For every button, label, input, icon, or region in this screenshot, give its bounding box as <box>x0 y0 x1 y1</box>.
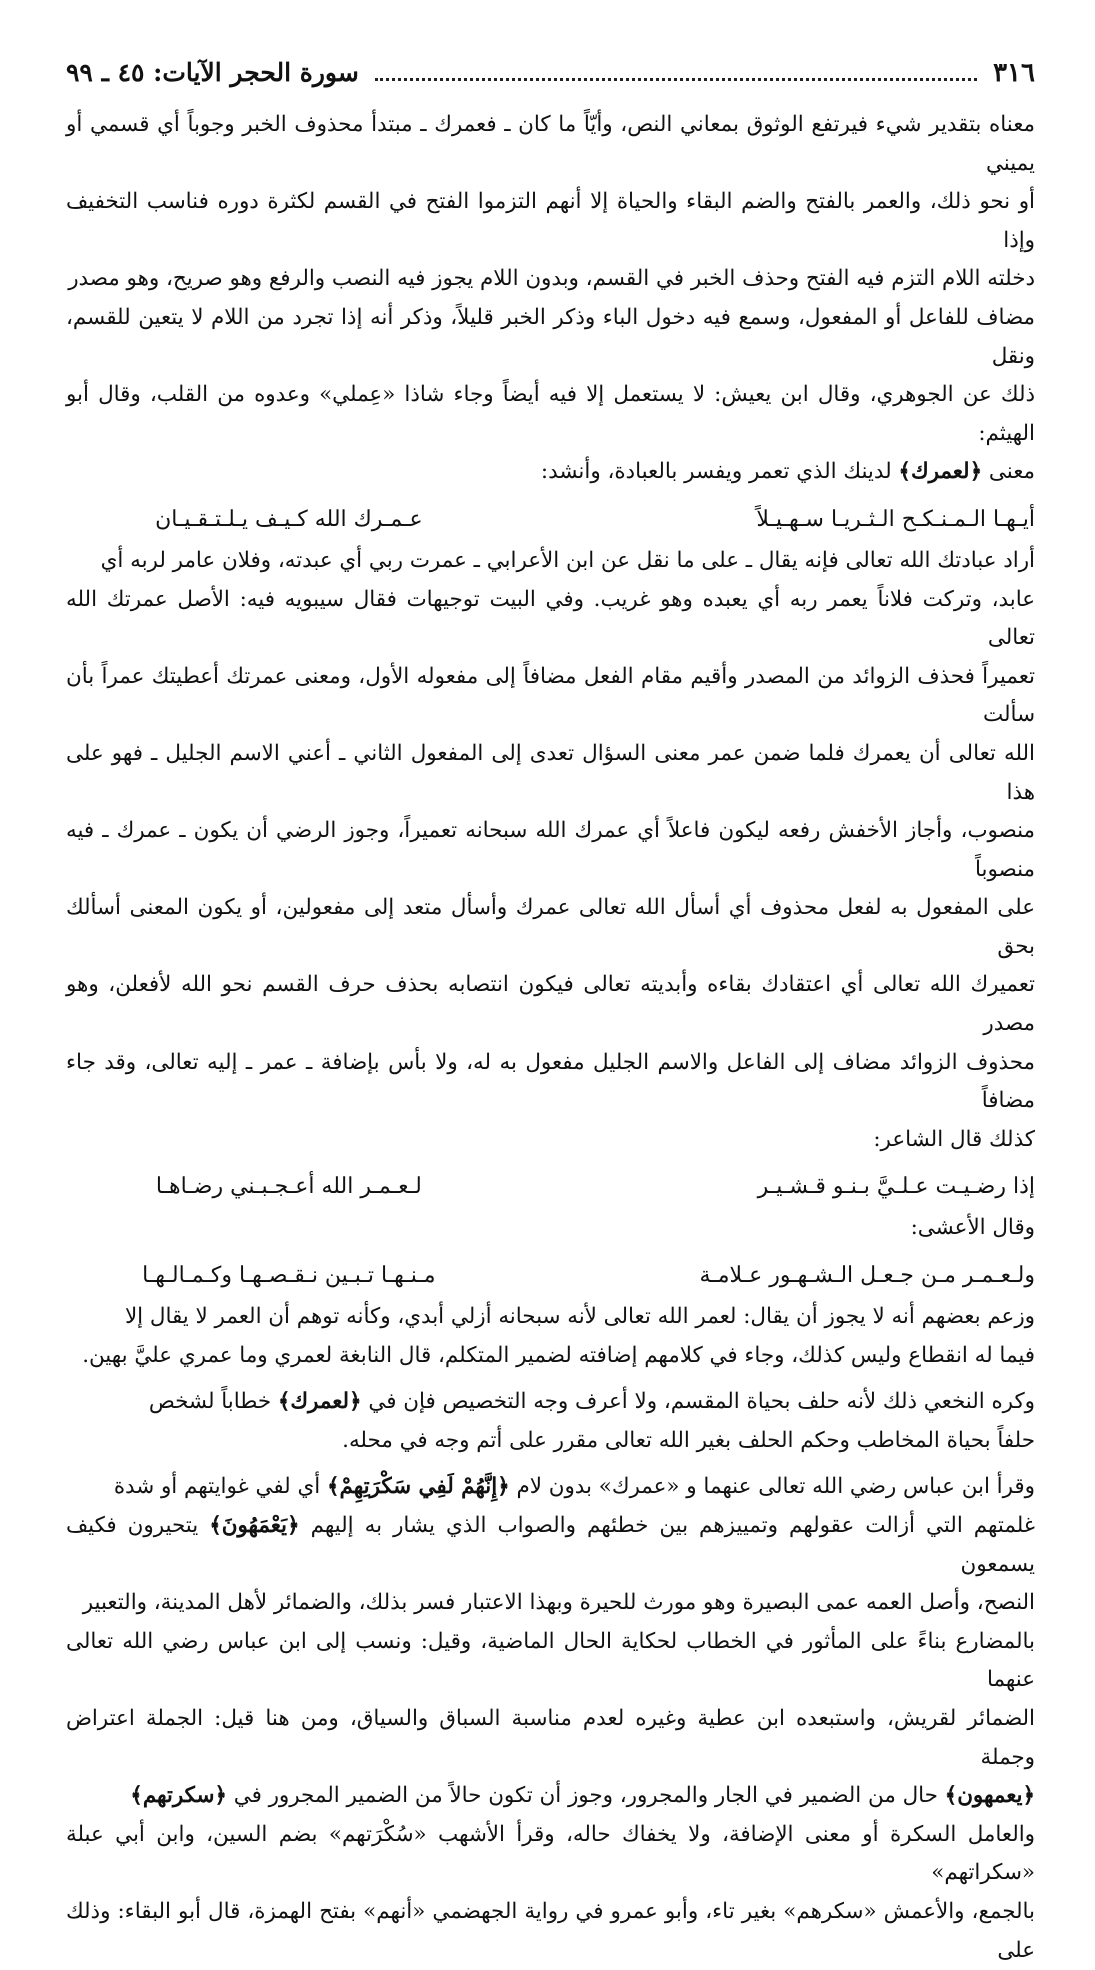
text-line: أو نحو ذلك، والعمر بالفتح والضم البقاء والحياة إلا أنهم التزموا الفتح في القسم لكثرة دوره فناسب التخفيف وإذا <box>66 189 1035 253</box>
verse-first-hemistich: إذا رضـيـت عـلـيَّ بـنـو قـشـيـر <box>757 1174 1035 1200</box>
text-line: الضمائر لقريش، واستبعده ابن عطية وغيره لعدم مناسبة السباق والسياق، ومن هنا قيل: الجملة اعتراض وجملة <box>66 1705 1035 1770</box>
text-run: يتحيرون فكيف يسمعون <box>66 1513 1035 1577</box>
text-line: والعامل السكرة أو معنى الإضافة، ولا يخفاك حاله، وقرأ الأشهب «سُكْرَتهم» بضم السين، وابن أبي عبلة «سكراتهم» <box>66 1821 1035 1886</box>
quran-quote: ﴿لعمرك﴾ <box>277 1389 362 1415</box>
quran-quote: ﴿إِنَّهُمْ لَفِي سَكْرَتِهِمْ﴾ <box>326 1474 510 1500</box>
text-line: وزعم بعضهم أنه لا يجوز أن يقال: لعمر الله تعالى لأنه سبحانه أزلي أبدي، وكأنه توهم أن العمر لا يقال إلا <box>124 1304 1035 1330</box>
text-run: وقرأ ابن عباس رضي الله تعالى عنهما و «عمرك» بدون لام <box>509 1474 1035 1500</box>
text-line: بالجمع، والأعمش «سكرهم» بغير تاء، وأبو عمرو في رواية الجهضمي «أنهم» بفتح الهمزة، قال أبو البقاء: وذلك على <box>66 1898 1035 1963</box>
poetry-verse-3 <box>66 1254 1035 1298</box>
text-line: مضاف للفاعل أو المفعول، وسمع فيه دخول الباء وذكر الخبر قليلاً، وذكر أنه إذا تجرد من اللام لا يتعين للقسم، ونقل <box>66 304 1035 369</box>
text-line: عابد، وتركت فلاناً يعمر ربه أي يعبده وهو غريب. وفي البيت توجيهات فقال سيبويه فيه: الأصل عمرتك الله تعالى <box>66 586 1035 651</box>
quran-quote: ﴿لعمرك﴾ <box>898 459 983 485</box>
verse-second-hemistich: لـعـمـر الله أعـجـبـني رضـاهـا <box>155 1174 422 1200</box>
verse-second-hemistich: عـمـرك الله كـيـف يـلـتـقـيـان <box>155 506 423 532</box>
verse-intro: وقال الأعشى: <box>910 1215 1035 1241</box>
text-line: دخلته اللام التزم فيه الفتح وحذف الخبر في القسم، وبدون اللام يجوز فيه النصب والرفع وهو صريح، وهو مصدر <box>68 266 1035 292</box>
text-line: محذوف الزوائد مضاف إلى الفاعل والاسم الجليل مفعول به له، ولا بأس بإضافة ـ عمر ـ إليه تعالى، وقد جاء مضافاً <box>66 1049 1035 1114</box>
header-dotted-leader <box>375 66 977 81</box>
text-line: منصوب، وأجاز الأخفش رفعه ليكون فاعلاً أي عمرك الله سبحانه تعميراً، وجوز الرضي أن يكون ـ عمرك ـ فيه منصوباً <box>66 818 1035 882</box>
verse-second-hemistich: مـنـهـا تـبـين نـقـصـهـا وكـمـالـهـا <box>142 1263 436 1289</box>
quran-quote: ﴿يَعْمَهُونَ﴾ <box>209 1513 300 1538</box>
text-line: بالمضارع بناءً على المأثور في الخطاب لحكاية الحال الماضية، وقيل: ونسب إلى ابن عباس رضي الله تعالى عنهما <box>66 1628 1035 1693</box>
verse-first-hemistich: أيـهـا الـمـنـكـح الـثـريـا سـهـيـلاً <box>756 506 1035 532</box>
text-line: ذلك عن الجوهري، وقال ابن يعيش: لا يستعمل إلا فيه أيضاً وجاء شاذا «عِملي» وعدوه من القلب، وقال أبو الهيثم: <box>66 382 1035 446</box>
text-line: فيما له انقطاع وليس كذلك، وجاء في كلامهم إضافته لضمير المتكلم، قال النابغة لعمري وما عمري عليَّ بهين. <box>82 1342 1035 1368</box>
text-line: الله تعالى أن يعمرك فلما ضمن عمر معنى السؤال تعدى إلى المفعول الثاني ـ أعني الاسم الجليل ـ فهو على هذا <box>66 740 1035 805</box>
text-line: معناه بتقدير شيء فيرتفع الوثوق بمعاني النص، وأيّاً ما كان ـ فعمرك ـ مبتدأ محذوف الخبر وجوباً أي قسمي أو يميني <box>66 112 1035 176</box>
text-line: كذلك قال الشاعر: <box>873 1126 1035 1152</box>
paragraph-2 <box>66 542 1035 1160</box>
text-run: خطاباً لشخص <box>148 1389 278 1415</box>
quran-quote: ﴿سكرتهم﴾ <box>130 1783 227 1809</box>
text-line: أراد عبادتك الله تعالى فإنه يقال ـ على ما نقل عن ابن الأعرابي ـ عمرت ربي أي عبدته، وفلان عامر لربه أي <box>100 547 1035 573</box>
text-line <box>66 1777 1035 1816</box>
text-run: أي لفي غوايتهم أو شدة <box>113 1474 327 1500</box>
text-line <box>66 1383 1035 1422</box>
text-line <box>66 1507 1035 1584</box>
text-line: النصح، وأصل العمه عمى البصيرة وهو مورث للحيرة وبهذا الاعتبار فسر بذلك، والضمائر لأهل المدينة، والتعبير <box>82 1590 1035 1616</box>
poetry-verse-2 <box>66 1165 1035 1209</box>
verse-first-hemistich: ولـعـمـر مـن جـعـل الـشـهـور عـلامـة <box>699 1263 1035 1289</box>
page-number: ٣١٦ <box>993 58 1035 88</box>
text-run: معنى <box>982 459 1035 485</box>
text-line: على المفعول به لفعل محذوف أي أسأل الله تعالى عمرك وأسأل متعد إلى مفعولين، أو يكون المعنى أسألك بحق <box>66 895 1035 959</box>
text-line: تعميراً فحذف الزوائد من المصدر وأقيم مقام الفعل مضافاً إلى مفعوله الأول، ومعنى عمرتك أعطيتك عمراً بأن سألت <box>66 663 1035 728</box>
text-run: وكره النخعي ذلك لأنه حلف بحياة المقسم، ولا أعرف وجه التخصيص فإن في <box>361 1389 1035 1415</box>
text-line <box>66 453 1035 492</box>
text-line <box>66 1468 1035 1507</box>
paragraph-4 <box>66 1383 1035 1460</box>
paragraph-1 <box>66 106 1035 492</box>
text-line: حلفاً بحياة المخاطب وحكم الحلف بغير الله تعالى مقرر على أتم وجه في محله. <box>342 1427 1035 1453</box>
page-header <box>66 58 1035 92</box>
text-run: حال من الضمير في الجار والمجرور، وجوز أن تكون حالاً من الضمير المجرور في <box>226 1783 945 1809</box>
running-title: سورة الحجر الآيات: ٤٥ ـ ٩٩ <box>66 58 359 87</box>
text-line: تعميرك الله تعالى أي اعتقادك بقاءه وأبديته تعالى فيكون انتصابه بحذف حرف القسم نحو الله لأفعلن، وهو مصدر <box>66 972 1035 1037</box>
text-run: لدينك الذي تعمر ويفسر بالعبادة، وأنشد: <box>540 459 899 485</box>
paragraph-3 <box>66 1298 1035 1375</box>
text-run: غلمتهم التي أزالت عقولهم وتمييزهم بين خطئهم والصواب الذي يشار به إليهم <box>299 1513 1035 1538</box>
paragraph-5 <box>66 1468 1035 1970</box>
quran-quote: ﴿يعمهون﴾ <box>944 1783 1035 1809</box>
poetry-verse-1 <box>66 498 1035 542</box>
